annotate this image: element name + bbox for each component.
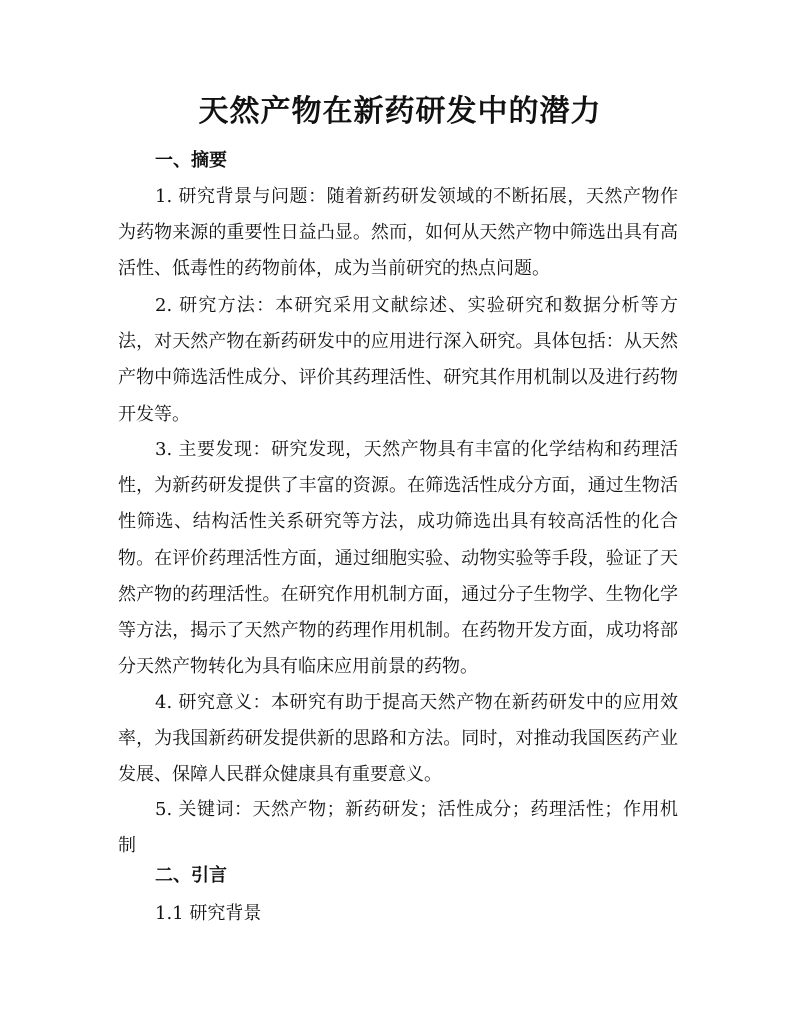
page-title: 天然产物在新药研发中的潜力 <box>198 94 602 129</box>
subsection-heading-background: 1.1 研究背景 <box>155 903 262 924</box>
abstract-paragraph-background: 1. 研究背景与问题：随着新药研发领域的不断拓展，天然产物作为药物来源的重要性日益凸显。然而，如何从天然产物中筛选出具有高活性、低毒性的药物前体，成为当前研究的热点问题。 <box>118 186 678 280</box>
section-heading-abstract: 一、摘要 <box>155 150 227 171</box>
abstract-paragraph-methods: 2. 研究方法：本研究采用文献综述、实验研究和数据分析等方法，对天然产物在新药研发中的应用进行深入研究。具体包括：从天然产物中筛选活性成分、评价其药理活性、研究其作用机制以及进行药物开发等。 <box>118 295 678 425</box>
abstract-paragraph-findings: 3. 主要发现：研究发现，天然产物具有丰富的化学结构和药理活性，为新药研发提供了丰富的资源。在筛选活性成分方面，通过生物活性筛选、结构活性关系研究等方法，成功筛选出具有较高活性的化合物。在评价药理活性方面，通过细胞实验、动物实验等手段，验证了天然产物的药理活性。在研究作用机制方面，通过分子生物学、生物化学等方法，揭示了天然产物的药理作用机制。在药物开发方面，成功将部分天然产物转化为具有临床应用前景的药物。 <box>118 439 678 678</box>
abstract-paragraph-keywords: 5. 关键词：天然产物；新药研发；活性成分；药理活性；作用机制 <box>118 799 678 857</box>
abstract-paragraph-significance: 4. 研究意义：本研究有助于提高天然产物在新药研发中的应用效率，为我国新药研发提供新的思路和方法。同时，对推动我国医药产业发展、保障人民群众健康具有重要意义。 <box>118 692 678 786</box>
section-heading-introduction: 二、引言 <box>155 865 227 886</box>
